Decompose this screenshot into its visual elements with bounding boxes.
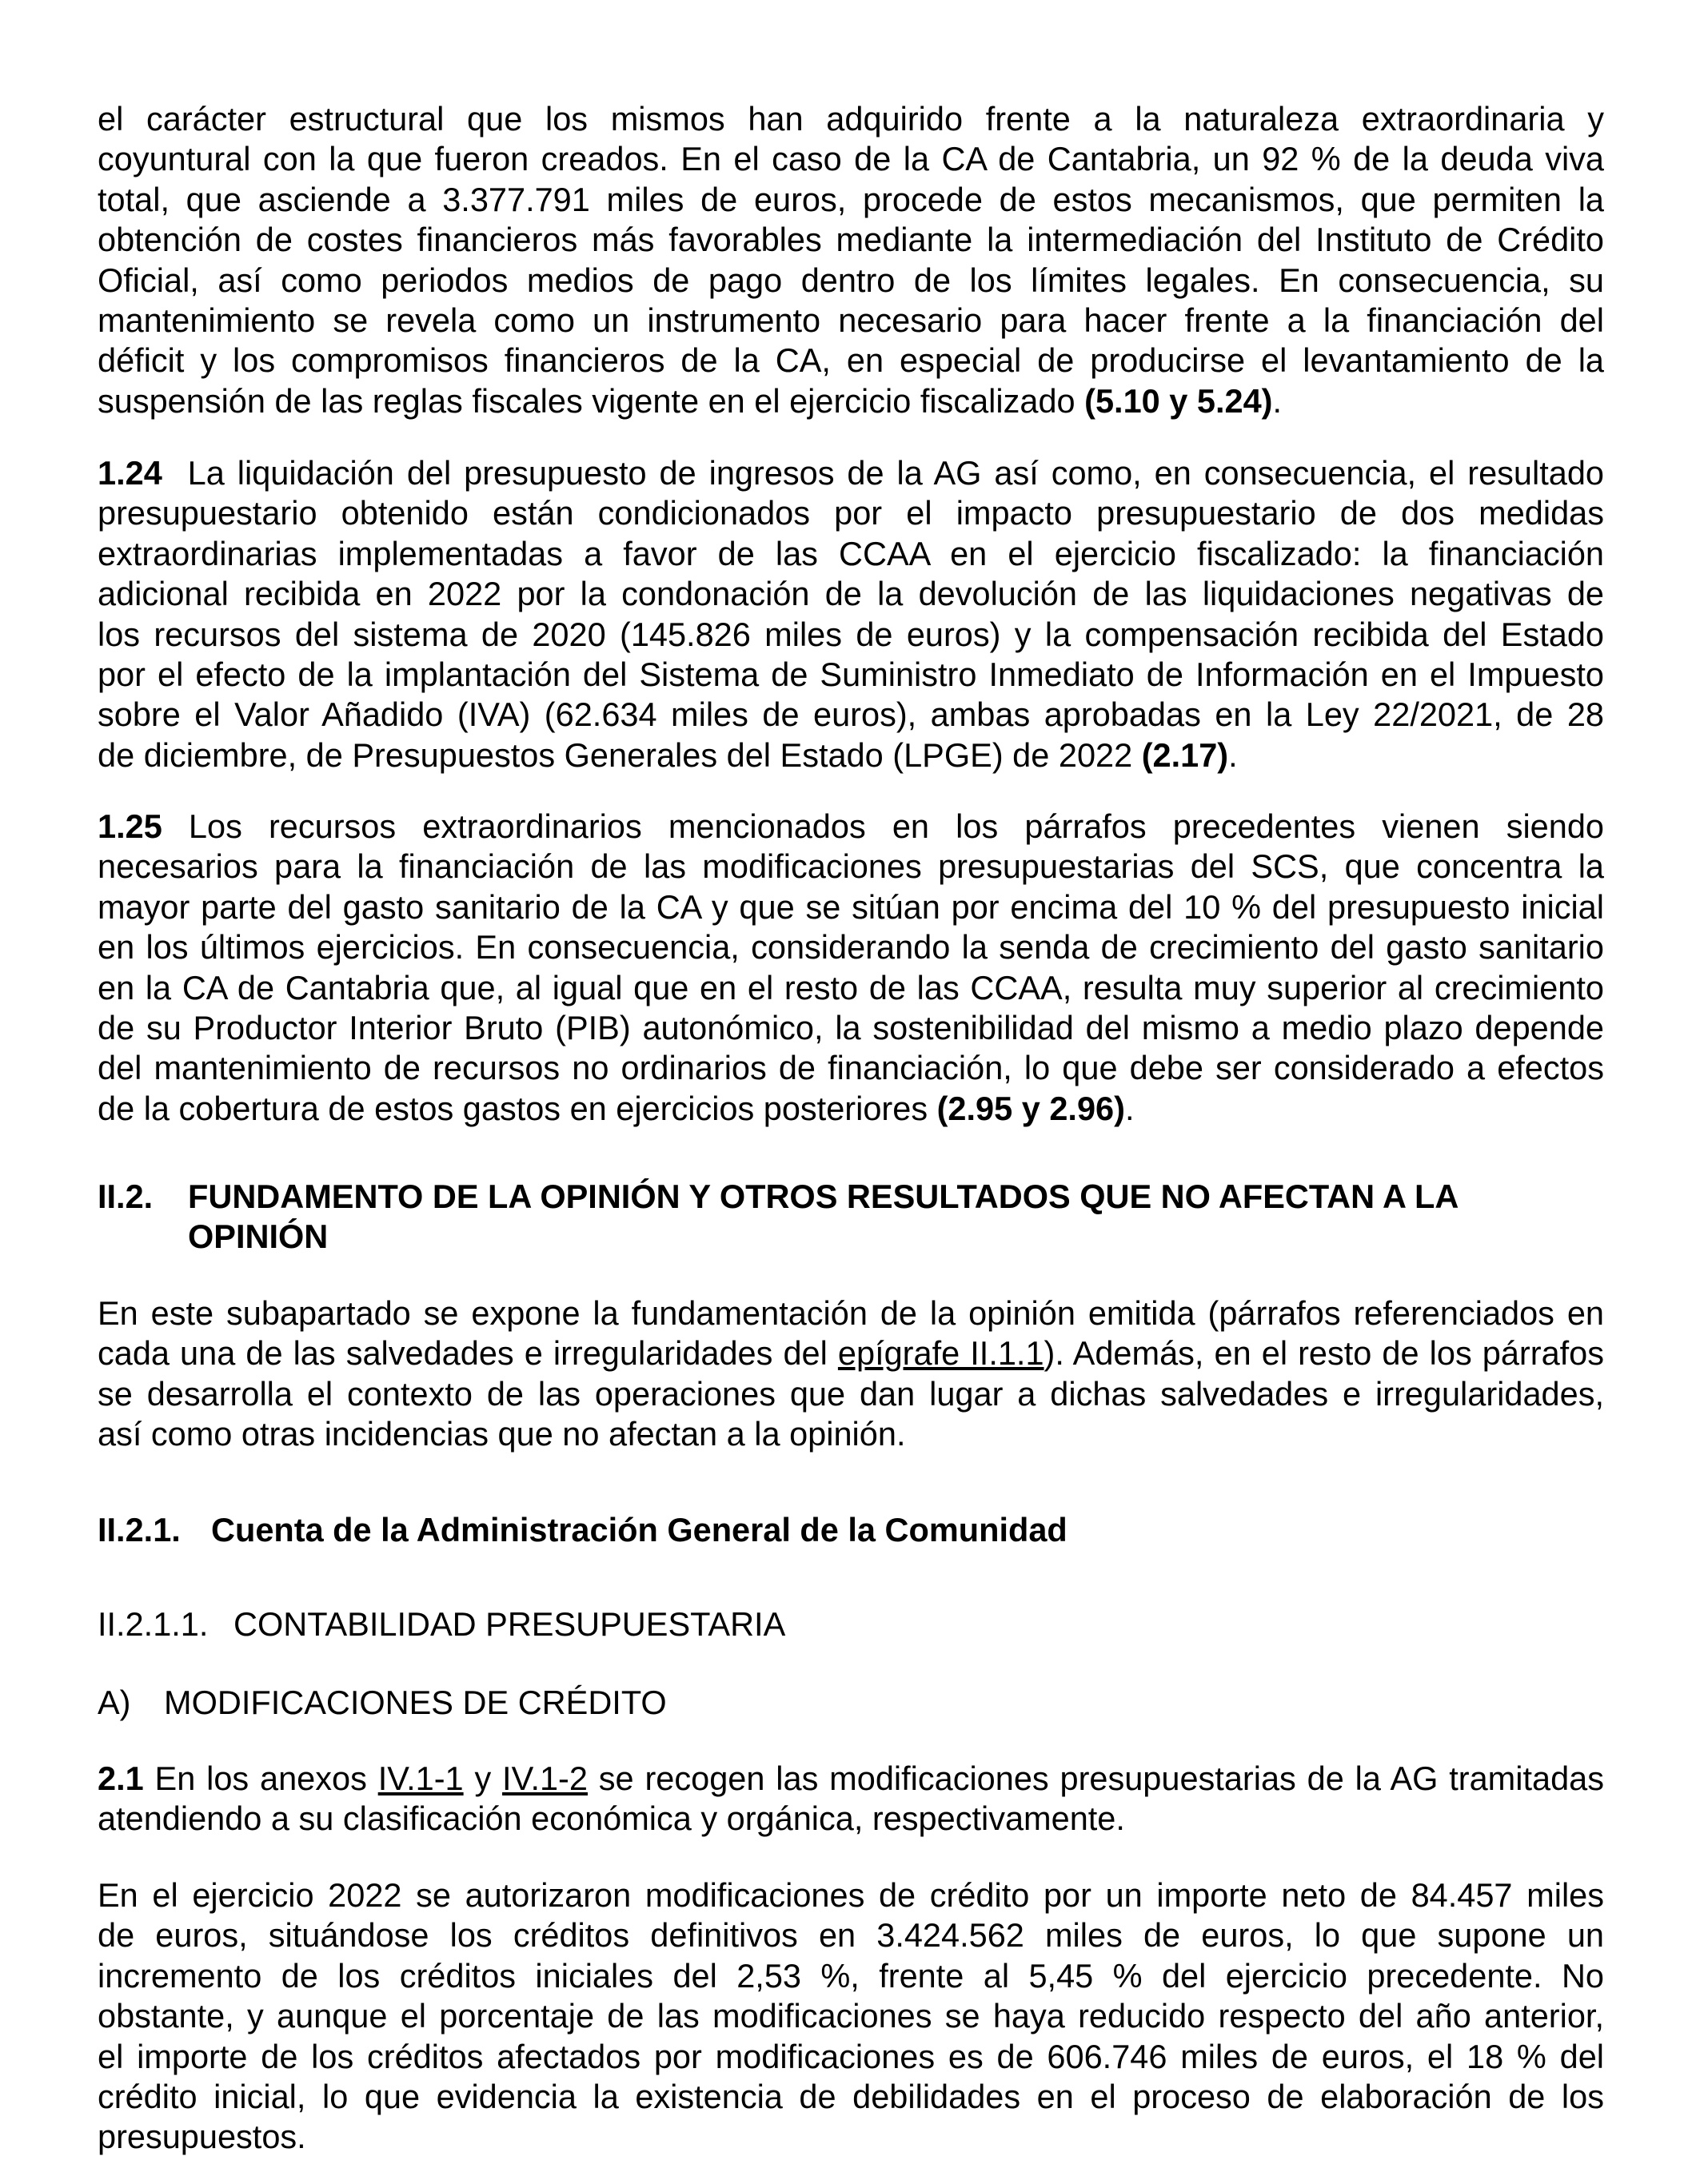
text-line: necesarios para la financiación de las modificaciones presupuestarias del SCS, que concentra la xyxy=(98,847,1604,886)
text-line: obstante, y aunque el porcentaje de las modificaciones se haya reducido respecto del año anterior, xyxy=(98,1997,1604,2035)
cross-reference-link[interactable]: IV.1-1 xyxy=(377,1760,464,1797)
text-line: por el efecto de la implantación del Sistema de Suministro Inmediato de Información en el Impuesto xyxy=(98,655,1604,693)
cross-reference-link[interactable]: IV.1-2 xyxy=(502,1760,588,1797)
heading-number: II.2.1. xyxy=(98,1511,181,1548)
text-line: presupuestario obtenido están condicionados por el impacto presupuestario de dos medidas xyxy=(98,494,1604,532)
text-line: el importe de los créditos afectados por modificaciones es de 606.746 miles de euros, el 18 % del xyxy=(98,2037,1604,2075)
text-line: así como otras incidencias que no afectan a la opinión. xyxy=(98,1415,906,1453)
heading-text: Cuenta de la Administración General de la Comunidad xyxy=(211,1511,1067,1548)
text-segment: En los anexos xyxy=(143,1760,378,1797)
paragraph-modificaciones xyxy=(98,1875,1604,2158)
text-segment: La liquidación del presupuesto de ingresos de la AG así como, en consecuencia, el resultado xyxy=(162,454,1604,492)
text-line: el carácter estructural que los mismos han adquirido frente a la naturaleza extraordinaria y xyxy=(98,100,1604,137)
paragraph-2-1 xyxy=(98,1759,1604,1839)
text-line: atendiendo a su clasificación económica y orgánica, respectivamente. xyxy=(98,1799,1125,1838)
bold-reference: (2.95 y 2.96) xyxy=(936,1089,1125,1127)
text-segment: de la cobertura de estos gastos en ejercicios posteriores xyxy=(98,1089,937,1127)
text-line xyxy=(98,735,1604,775)
text-line: extraordinarias implementadas a favor de las CCAA en el ejercicio fiscalizado: la financiación xyxy=(98,534,1604,572)
text-segment: . xyxy=(1124,1089,1135,1127)
bold-reference: 1.24 xyxy=(98,454,162,492)
text-line: del mantenimiento de recursos no ordinarios de financiación, lo que debe ser considerado a efectos xyxy=(98,1049,1604,1087)
text-line: los recursos del sistema de 2020 (145.826 miles de euros) y la compensación recibida del Estado xyxy=(98,615,1604,653)
text-line: En este subapartado se expone la fundamentación de la opinión emitida (párrafos referenciados en xyxy=(98,1294,1604,1332)
heading-ii-2-1 xyxy=(98,1510,1067,1550)
text-line: de su Productor Interior Bruto (PIB) autonómico, la sostenibilidad del mismo a medio plazo depende xyxy=(98,1008,1604,1046)
text-line: sobre el Valor Añadido (IVA) (62.634 miles de euros), ambas aprobadas en la Ley 22/2021, de 28 xyxy=(98,695,1604,734)
text-line xyxy=(98,1759,1604,1799)
text-segment: de diciembre, de Presupuestos Generales del Estado (LPGE) de 2022 xyxy=(98,735,1142,774)
text-segment: cada una de las salvedades e irregularidades del xyxy=(98,1334,838,1373)
heading-text: MODIFICACIONES DE CRÉDITO xyxy=(164,1684,667,1721)
text-segment: Los recursos extraordinarios mencionados en los párrafos precedentes vienen siendo xyxy=(162,807,1604,845)
paragraph-intro xyxy=(98,1293,1604,1455)
text-segment: suspensión de las reglas fiscales vigente en el ejercicio fiscalizado xyxy=(98,381,1085,420)
paragraph-continuation xyxy=(98,99,1604,421)
text-line: total, que asciende a 3.377.791 miles de euros, procede de estos mecanismos, que permiten la xyxy=(98,180,1604,218)
bold-reference: (2.17) xyxy=(1141,735,1229,774)
heading-number: II.2.1.1. xyxy=(98,1605,209,1643)
heading-number: A) xyxy=(98,1684,131,1721)
text-line: de euros, situándose los créditos definitivos en 3.424.562 miles de euros, lo que supone un xyxy=(98,1916,1604,1955)
text-line xyxy=(98,453,1604,493)
cross-reference-link[interactable]: epígrafe II.1.1 xyxy=(837,1334,1044,1373)
text-segment: y xyxy=(463,1760,503,1797)
paragraph-1-25 xyxy=(98,807,1604,1129)
paragraph-1-24 xyxy=(98,453,1604,775)
heading-text: CONTABILIDAD PRESUPUESTARIA xyxy=(233,1605,786,1643)
text-line: crédito inicial, lo que evidencia la existencia de debilidades en el proceso de elaboración de los xyxy=(98,2077,1604,2115)
text-line: mayor parte del gasto sanitario de la CA y que se sitúan por encima del 10 % del presupuesto inicial xyxy=(98,887,1604,926)
text-segment: . xyxy=(1228,735,1238,774)
heading-number: II.2. xyxy=(98,1178,154,1215)
text-segment: . xyxy=(1272,381,1282,420)
text-line xyxy=(98,1333,1604,1373)
text-line: coyuntural con la que fueron creados. En el caso de la CA de Cantabria, un 92 % de la deuda viva xyxy=(98,140,1604,178)
text-line xyxy=(98,381,1604,421)
text-line: en la CA de Cantabria que, al igual que en el resto de las CCAA, resulta muy superior al crecimiento xyxy=(98,968,1604,1006)
text-line: en los últimos ejercicios. En consecuencia, considerando la senda de crecimiento del gasto sanitario xyxy=(98,928,1604,966)
text-line: obtención de costes financieros más favorables mediante la intermediación del Instituto de Crédito xyxy=(98,221,1604,259)
bold-reference: 1.25 xyxy=(98,807,162,845)
text-line: presupuestos. xyxy=(98,2118,306,2156)
text-line xyxy=(98,807,1604,847)
heading-ii-2 xyxy=(98,1177,1604,1257)
text-line: se desarrolla el contexto de las operaciones que dan lugar a dichas salvedades e irregularidades, xyxy=(98,1374,1604,1413)
heading-ii-2-1-1 xyxy=(98,1604,785,1644)
text-line: Oficial, así como periodos medios de pago dentro de los límites legales. En consecuencia, su xyxy=(98,261,1604,299)
bold-reference: 2.1 xyxy=(98,1760,144,1797)
text-line: incremento de los créditos iniciales del 2,53 %, frente al 5,45 % del ejercicio precedente. No xyxy=(98,1956,1604,1995)
text-line xyxy=(98,1089,1604,1129)
text-segment: se recogen las modificaciones presupuestarias de la AG tramitadas xyxy=(587,1760,1604,1797)
text-line: En el ejercicio 2022 se autorizaron modificaciones de crédito por un importe neto de 84.457 miles xyxy=(98,1876,1604,1914)
text-line: adicional recibida en 2022 por la condonación de la devolución de las liquidaciones negativas de xyxy=(98,575,1604,613)
text-segment: ). Además, en el resto de los párrafos xyxy=(1044,1334,1605,1373)
heading-a xyxy=(98,1683,667,1723)
text-line: mantenimiento se revela como un instrumento necesario para hacer frente a la financiación del xyxy=(98,301,1604,339)
bold-reference: (5.10 y 5.24) xyxy=(1084,381,1273,420)
heading-text: FUNDAMENTO DE LA OPINIÓN Y OTROS RESULTADOS QUE NO AFECTAN A LA OPINIÓN xyxy=(188,1178,1458,1256)
text-line: déficit y los compromisos financieros de la CA, en especial de producirse el levantamiento de la xyxy=(98,341,1604,380)
